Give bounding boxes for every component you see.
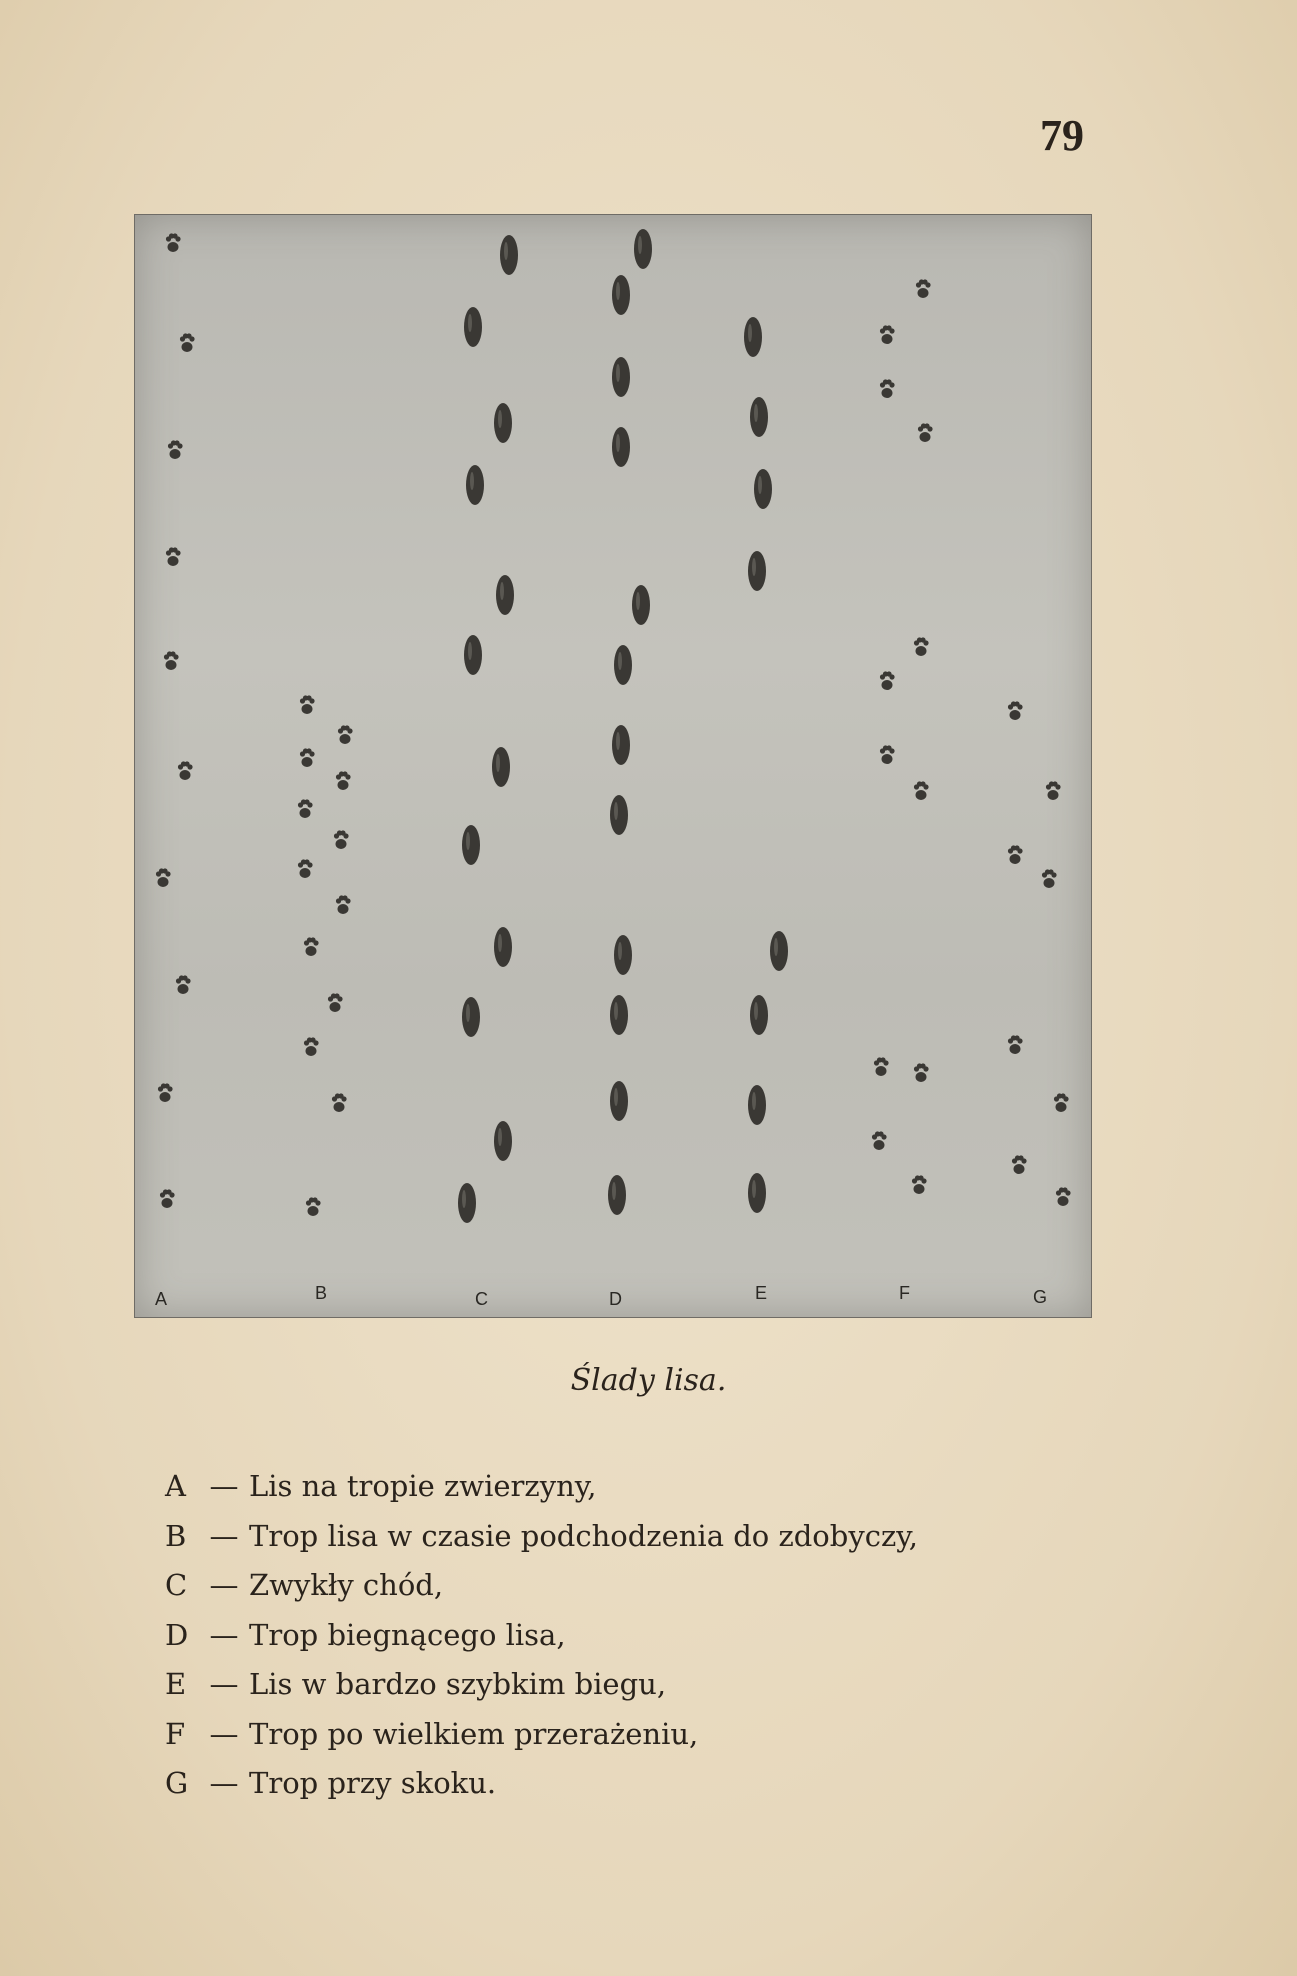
track-b-8 xyxy=(336,895,351,914)
track-d-4 xyxy=(612,427,630,467)
track-f-2 xyxy=(880,325,895,344)
track-g-5 xyxy=(1008,1035,1023,1054)
legend-item xyxy=(165,1512,1125,1562)
track-d-8 xyxy=(610,795,628,835)
track-b-11 xyxy=(304,1037,319,1056)
legend-key: D xyxy=(165,1617,189,1652)
track-c-3 xyxy=(494,403,512,443)
track-c-6 xyxy=(464,635,482,675)
track-f-7 xyxy=(880,745,895,764)
track-e-2 xyxy=(750,397,768,437)
fox-tracks-figure xyxy=(134,214,1092,1318)
track-g-7 xyxy=(1012,1155,1027,1174)
legend-text: Lis w bardzo szybkim biegu, xyxy=(249,1667,667,1701)
track-d-10 xyxy=(610,995,628,1035)
track-g-3 xyxy=(1008,845,1023,864)
column-label-a: A xyxy=(155,1289,168,1309)
legend-item xyxy=(165,1710,1125,1760)
track-f-6 xyxy=(880,671,895,690)
legend-key: E xyxy=(165,1667,187,1701)
figure-legend xyxy=(165,1462,1125,1809)
track-a-4 xyxy=(166,547,181,566)
track-a-3 xyxy=(168,440,183,459)
track-e-1 xyxy=(744,317,762,357)
track-e-8 xyxy=(748,1173,766,1213)
track-a-9 xyxy=(158,1083,173,1102)
column-label-e: E xyxy=(755,1283,768,1303)
track-f-1 xyxy=(916,279,931,298)
track-e-6 xyxy=(750,995,768,1035)
track-b-3 xyxy=(300,748,315,767)
legend-dash: — xyxy=(209,1469,239,1503)
track-d-7 xyxy=(612,725,630,765)
legend-dash: — xyxy=(209,1518,239,1553)
track-b-10 xyxy=(328,993,343,1012)
legend-text: Trop po wielkiem przerażeniu, xyxy=(249,1716,699,1751)
track-d-3 xyxy=(612,357,630,397)
legend-text: Trop lisa w czasie podchodzenia do zdobyczy, xyxy=(249,1518,918,1553)
column-label-c: C xyxy=(475,1289,488,1309)
legend-key: F xyxy=(165,1716,186,1751)
tracks-plate xyxy=(135,215,1091,1317)
track-f-11 xyxy=(872,1131,887,1150)
track-g-8 xyxy=(1056,1187,1071,1206)
legend-text: Trop przy skoku. xyxy=(249,1766,497,1800)
track-e-4 xyxy=(748,551,766,591)
legend-key: B xyxy=(165,1518,187,1553)
track-b-1 xyxy=(300,695,315,714)
legend-dash: — xyxy=(209,1568,239,1602)
track-b-5 xyxy=(298,799,313,818)
legend-text: Zwykły chód, xyxy=(249,1568,444,1602)
legend-item xyxy=(165,1561,1125,1611)
track-g-4 xyxy=(1042,869,1057,888)
track-d-12 xyxy=(608,1175,626,1215)
track-c-1 xyxy=(500,235,518,275)
legend-key: G xyxy=(165,1766,189,1800)
column-label-b: B xyxy=(315,1283,328,1303)
track-b-13 xyxy=(306,1197,321,1216)
track-g-2 xyxy=(1046,781,1061,800)
track-d-2 xyxy=(612,275,630,315)
track-c-4 xyxy=(466,465,484,505)
track-a-1 xyxy=(166,233,181,252)
track-g-1 xyxy=(1008,701,1023,720)
track-a-6 xyxy=(178,761,193,780)
track-f-9 xyxy=(874,1057,889,1076)
track-b-9 xyxy=(304,937,319,956)
track-a-5 xyxy=(164,651,179,670)
legend-dash: — xyxy=(209,1617,239,1652)
track-b-2 xyxy=(338,725,353,744)
track-f-5 xyxy=(914,637,929,656)
legend-key: A xyxy=(165,1469,186,1503)
track-c-9 xyxy=(494,927,512,967)
column-label-f: F xyxy=(899,1283,910,1303)
track-c-5 xyxy=(496,575,514,615)
legend-item xyxy=(165,1611,1125,1661)
track-b-4 xyxy=(336,771,351,790)
track-g-6 xyxy=(1054,1093,1069,1112)
track-a-8 xyxy=(176,975,191,994)
track-d-5 xyxy=(632,585,650,625)
track-d-1 xyxy=(634,229,652,269)
track-d-9 xyxy=(614,935,632,975)
track-b-12 xyxy=(332,1093,347,1112)
track-e-7 xyxy=(748,1085,766,1125)
legend-item xyxy=(165,1462,1125,1512)
track-c-7 xyxy=(492,747,510,787)
column-label-d: D xyxy=(609,1289,622,1309)
track-b-6 xyxy=(334,830,349,849)
legend-key: C xyxy=(165,1568,188,1602)
track-e-5 xyxy=(770,931,788,971)
track-b-7 xyxy=(298,859,313,878)
track-a-7 xyxy=(156,868,171,887)
legend-text: Lis na tropie zwierzyny, xyxy=(249,1469,597,1503)
track-f-8 xyxy=(914,781,929,800)
track-f-10 xyxy=(914,1063,929,1082)
track-f-3 xyxy=(880,379,895,398)
legend-dash: — xyxy=(209,1667,239,1701)
track-e-3 xyxy=(754,469,772,509)
track-f-12 xyxy=(912,1175,927,1194)
page-number: 79 xyxy=(1040,111,1084,160)
legend-dash: — xyxy=(209,1716,239,1751)
track-f-4 xyxy=(918,423,933,442)
track-c-2 xyxy=(464,307,482,347)
track-d-11 xyxy=(610,1081,628,1121)
track-c-12 xyxy=(458,1183,476,1223)
track-d-6 xyxy=(614,645,632,685)
track-c-11 xyxy=(494,1121,512,1161)
track-c-8 xyxy=(462,825,480,865)
legend-item xyxy=(165,1660,1125,1710)
track-a-10 xyxy=(160,1189,175,1208)
track-a-2 xyxy=(180,333,195,352)
column-label-g: G xyxy=(1033,1287,1048,1307)
track-c-10 xyxy=(462,997,480,1037)
legend-text: Trop biegnącego lisa, xyxy=(249,1617,566,1652)
figure-caption: Ślady lisa. xyxy=(570,1363,727,1398)
legend-item xyxy=(165,1759,1125,1809)
legend-dash: — xyxy=(209,1766,239,1800)
